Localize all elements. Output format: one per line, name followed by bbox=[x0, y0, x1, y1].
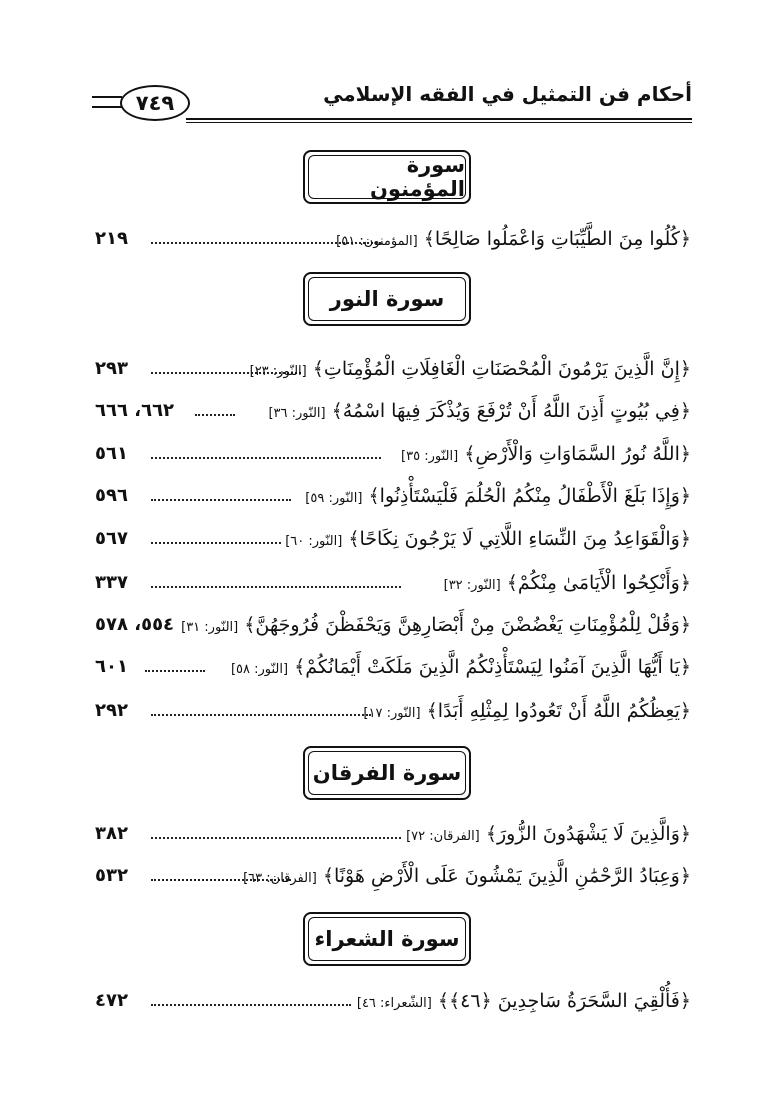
verse-ref: [النّور: ٣١] bbox=[181, 620, 239, 635]
page-refs: ٥٦٧ bbox=[95, 528, 128, 549]
verse-ref: [النّور: ٢٣] bbox=[249, 364, 307, 379]
leader-dots bbox=[151, 1004, 351, 1006]
section-title-box bbox=[303, 746, 471, 800]
verse-text: ﴿وَأَنْكِحُوا الْأَيَامَىٰ مِنْكُمْ﴾ bbox=[506, 572, 691, 594]
verse-ref: [النّور: ١٧] bbox=[363, 706, 421, 721]
section-title-box bbox=[303, 150, 471, 204]
index-entry bbox=[95, 656, 691, 686]
index-entry bbox=[95, 228, 691, 258]
verse-text: ﴿وَالَّذِينَ لَا يَشْهَدُونَ الزُّورَ﴾ bbox=[485, 823, 691, 845]
verse-ref: [النّور: ٥٩] bbox=[305, 491, 363, 506]
index-entry bbox=[95, 400, 691, 430]
verse-ref: [الفرقان: ٦٣] bbox=[243, 871, 317, 886]
verse-text: ﴿إِنَّ الَّذِينَ يَرْمُونَ الْمُحْصَنَاتِ الْغَافِلَاتِ الْمُؤْمِنَاتِ﴾ bbox=[312, 358, 691, 380]
page-refs: ٣٨٢ bbox=[95, 823, 128, 844]
verse-text: ﴿وَالْقَوَاعِدُ مِنَ النِّسَاءِ اللَّاتِي لَا يَرْجُونَ نِكَاحًا﴾ bbox=[348, 528, 691, 550]
verse-ref: [النّور: ٣٥] bbox=[401, 449, 459, 464]
verse-ref: [النّور: ٥٨] bbox=[230, 662, 289, 677]
verse-ref: [النّور: ٦٠] bbox=[285, 534, 343, 549]
page-refs: ٥٣٢ bbox=[95, 865, 128, 886]
page-refs: ٢٩٣ bbox=[95, 358, 128, 379]
index-entry bbox=[95, 700, 691, 730]
index-entry bbox=[95, 572, 691, 602]
leader-dots bbox=[151, 714, 371, 716]
page-refs: ٥٦١ bbox=[95, 443, 128, 464]
verse-ref: [الشّعراء: ٤٦] bbox=[356, 996, 432, 1011]
leader-dots bbox=[151, 542, 281, 544]
verse-ref: [النّور: ٣٢] bbox=[443, 578, 501, 593]
leader-dots bbox=[195, 414, 235, 416]
section-title: سورة المؤمنون bbox=[308, 155, 466, 199]
verse-text: ﴿وَإِذَا بَلَغَ الْأَطْفَالُ مِنْكُمُ الْحُلُمَ فَلْيَسْتَأْذِنُوا﴾ bbox=[368, 485, 691, 507]
page-refs: ٣٣٧ bbox=[95, 572, 128, 593]
page-refs: ٦٠١ bbox=[95, 656, 128, 677]
verse-ref: [النّور: ٣٦] bbox=[268, 406, 326, 421]
leader-dots bbox=[151, 457, 381, 459]
header-underline bbox=[186, 118, 692, 120]
section-title: سورة الشعراء bbox=[308, 917, 466, 961]
verse-text: ﴿يَعِظُكُمُ اللَّهُ أَنْ تَعُودُوا لِمِثْلِهِ أَبَدًا﴾ bbox=[426, 700, 691, 722]
page-number: ٧٤٩ bbox=[120, 85, 190, 121]
index-entry bbox=[95, 443, 691, 473]
section-title-box bbox=[303, 272, 471, 326]
verse-ref: [الفرقان: ٧٢] bbox=[406, 829, 480, 844]
page-refs: ٢٩٢ bbox=[95, 700, 128, 721]
index-entry bbox=[95, 485, 691, 515]
running-title: أحكام فن التمثيل في الفقه الإسلامي bbox=[323, 82, 692, 106]
page-refs: ٤٧٢ bbox=[95, 990, 128, 1011]
page-refs: ٥٩٦ bbox=[95, 485, 128, 506]
verse-text: ﴿فِي بُيُوتٍ أَذِنَ اللَّهُ أَنْ تُرْفَعَ وَيُذْكَرَ فِيهَا اسْمُهُ﴾ bbox=[331, 400, 691, 422]
page-refs: ٦٦٢، ٦٦٦ bbox=[95, 400, 175, 421]
leader-dots bbox=[151, 499, 291, 501]
leader-dots bbox=[151, 837, 401, 839]
index-entry bbox=[95, 865, 691, 895]
index-entry bbox=[95, 358, 691, 388]
verse-text: ﴿يَا أَيُّهَا الَّذِينَ آمَنُوا لِيَسْتَأْذِنْكُمُ الَّذِينَ مَلَكَتْ أَيْمَانُكُمْ﴾ bbox=[294, 656, 691, 678]
verse-text: ﴿وَقُلْ لِلْمُؤْمِنَاتِ يَغْضُضْنَ مِنْ أَبْصَارِهِنَّ وَيَحْفَظْنَ فُرُوجَهُنَّ﴾ bbox=[244, 614, 691, 636]
verse-text: ﴿وَعِبَادُ الرَّحْمَٰنِ الَّذِينَ يَمْشُونَ عَلَى الْأَرْضِ هَوْنًا﴾ bbox=[322, 865, 691, 887]
section-title: سورة الفرقان bbox=[308, 751, 466, 795]
leader-dots bbox=[151, 586, 401, 588]
index-entry bbox=[95, 990, 691, 1020]
header-underline-thin bbox=[186, 122, 692, 123]
header-left-double-rule bbox=[92, 96, 122, 108]
leader-dots bbox=[145, 670, 205, 672]
verse-text: ﴿اللَّهُ نُورُ السَّمَاوَاتِ وَالْأَرْضِ﴾ bbox=[464, 443, 691, 465]
verse-ref: [المؤمنون: ٥١] bbox=[336, 234, 418, 249]
index-entry bbox=[95, 528, 691, 558]
verse-text: ﴿فَأُلْقِيَ السَّحَرَةُ سَاجِدِينَ ﴿٤٦﴾﴾ bbox=[437, 990, 691, 1012]
verse-text: ﴿كُلُوا مِنَ الطَّيِّبَاتِ وَاعْمَلُوا صَالِحًا﴾ bbox=[423, 228, 691, 250]
page-refs: ٢١٩ bbox=[95, 228, 128, 249]
page-header bbox=[92, 74, 692, 124]
index-entry bbox=[95, 823, 691, 853]
section-title: سورة النور bbox=[308, 277, 466, 321]
index-entry bbox=[95, 614, 691, 644]
page-refs: ٥٥٤، ٥٧٨ bbox=[95, 614, 175, 635]
section-title-box bbox=[303, 912, 471, 966]
